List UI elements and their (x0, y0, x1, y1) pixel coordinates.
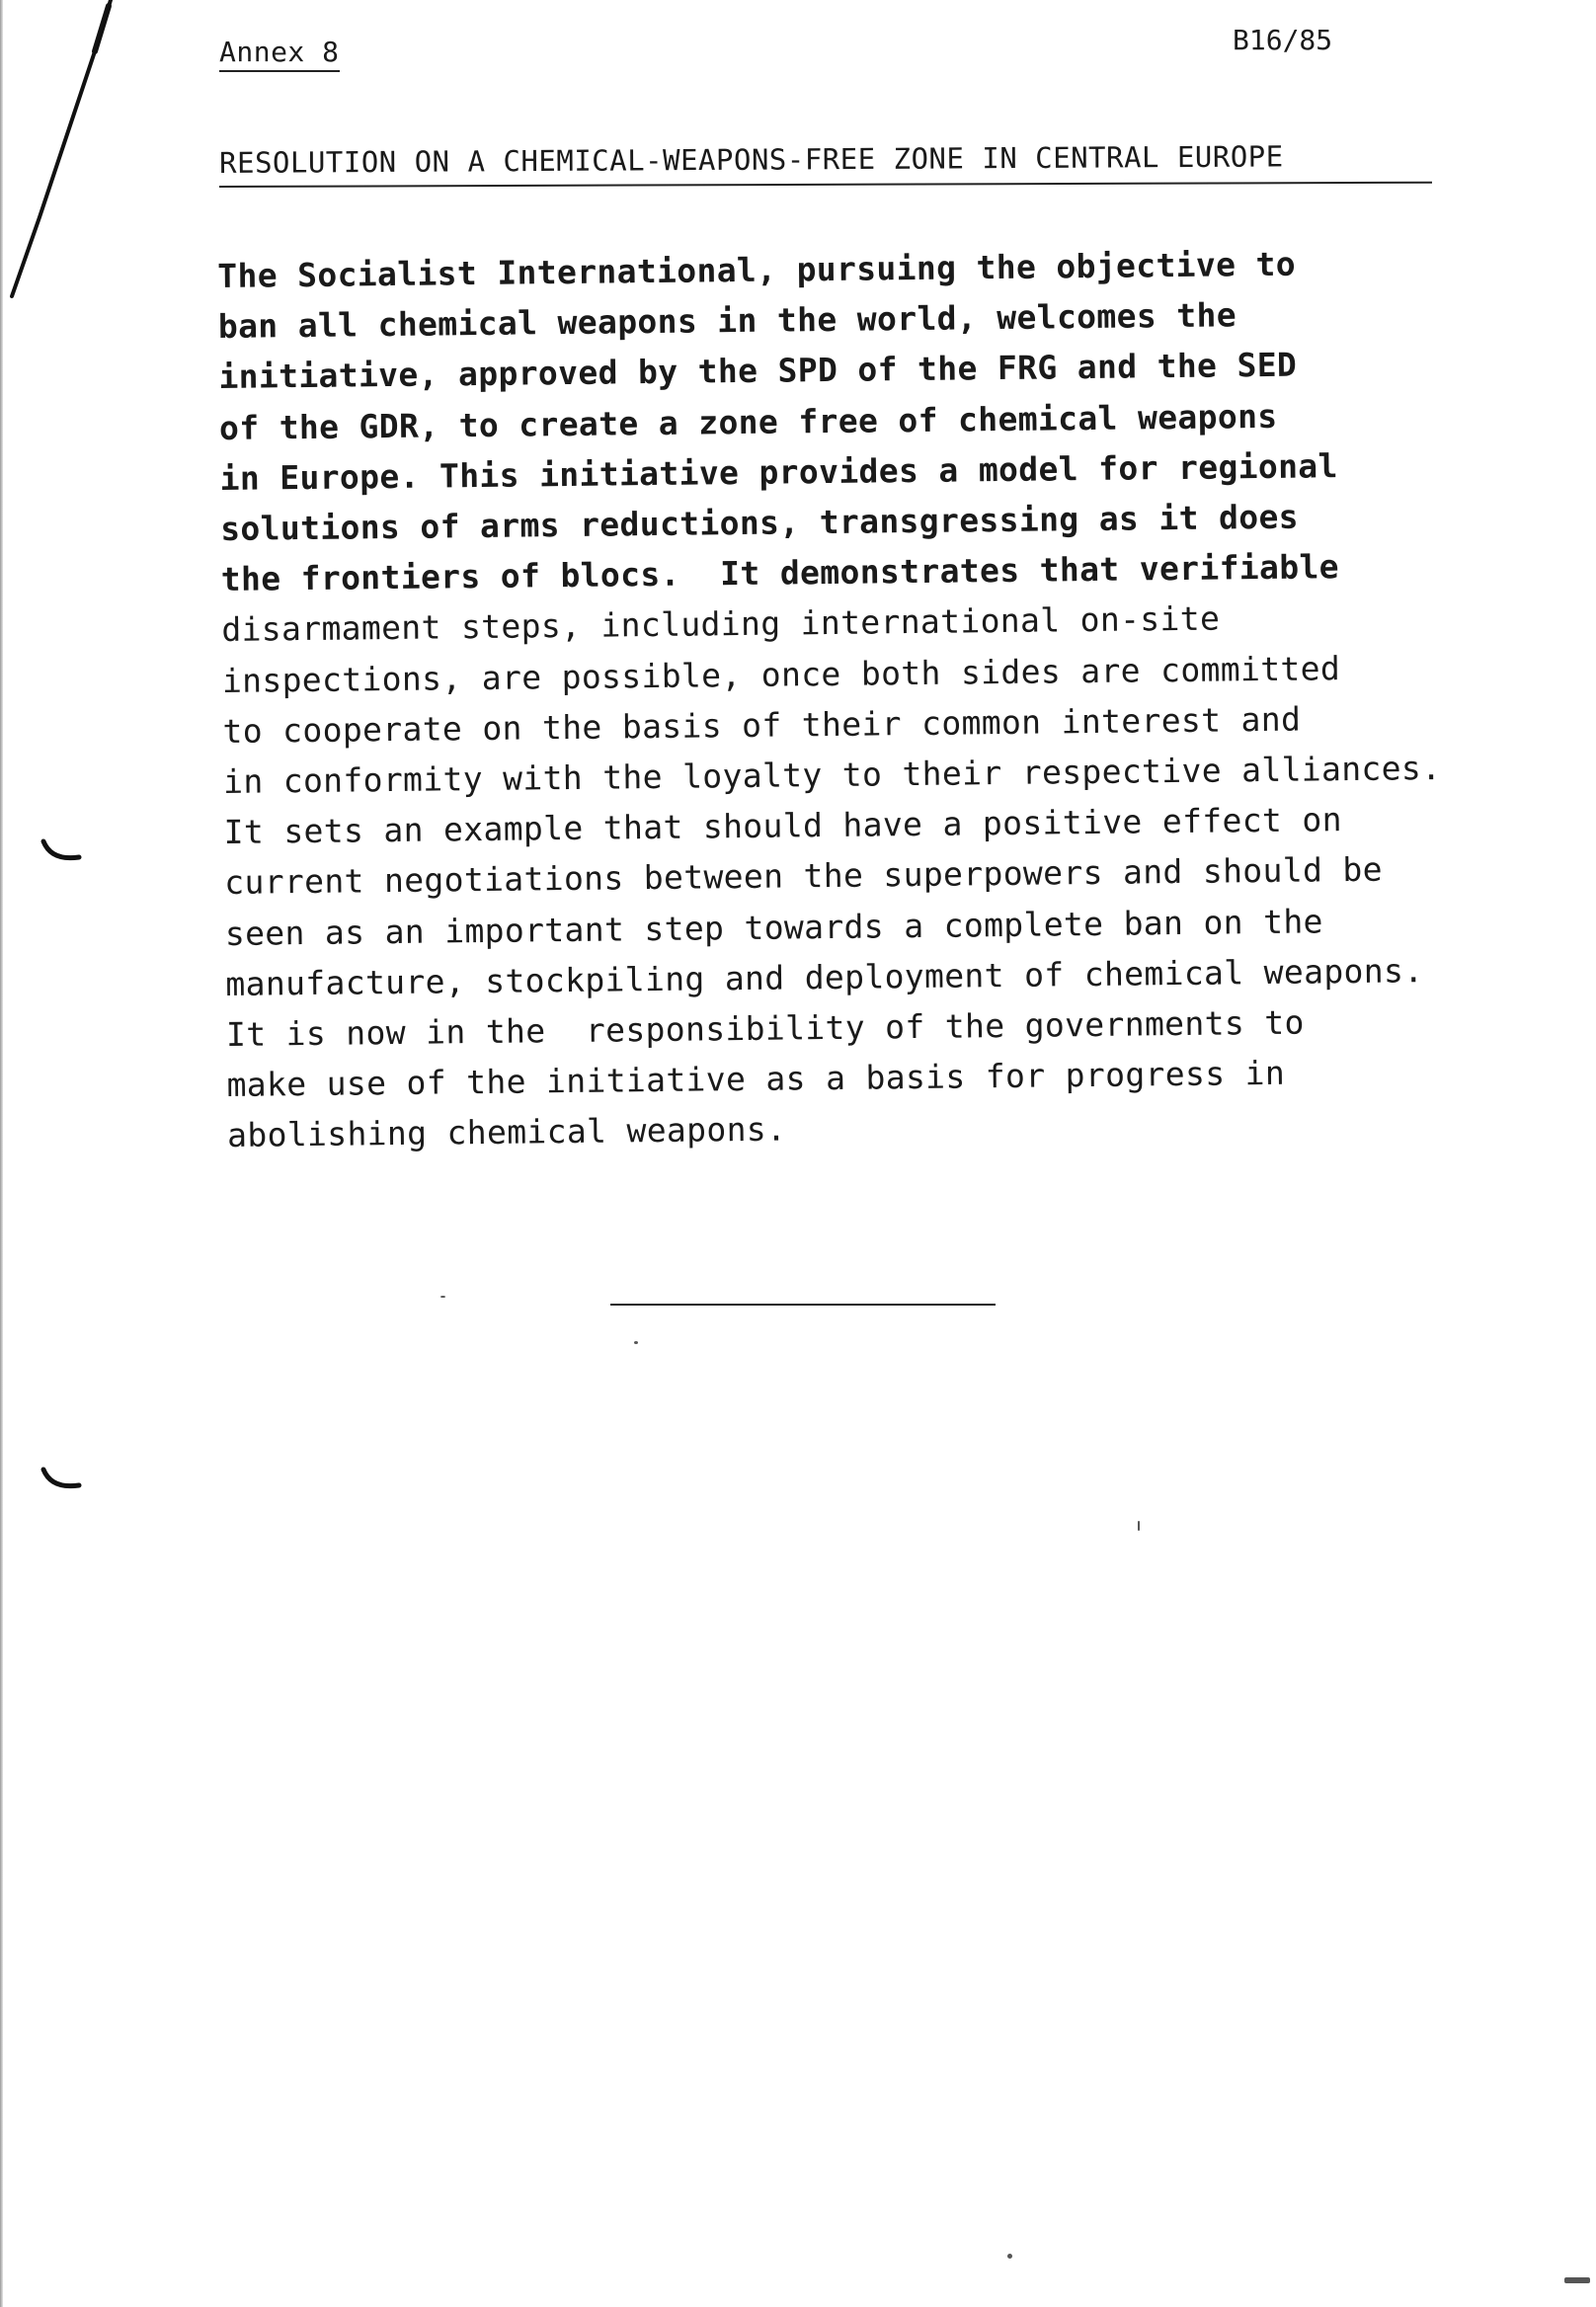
body-line: disarmament steps, including international on-site (221, 598, 1221, 650)
body-line: the frontiers of blocs. It demonstrates that verifiable (220, 547, 1340, 599)
body-line: current negotiations between the superpowers and should be (224, 850, 1384, 903)
resolution-body (217, 236, 1531, 1161)
body-line: It is now in the responsibility of the governments to (225, 1002, 1305, 1054)
scan-speck (1007, 2254, 1012, 2259)
title-underline (219, 182, 1432, 188)
body-line: solutions of arms reductions, transgressing as it does (219, 497, 1300, 548)
punch-hole-mark (40, 1466, 83, 1493)
body-line: manufacture, stockpiling and deployment of chemical weapons. (225, 951, 1424, 1003)
body-line: in conformity with the loyalty to their respective alliances. (222, 749, 1442, 801)
body-line: to cooperate on the basis of their common interest and (222, 699, 1302, 751)
margin-slash-mark (0, 0, 138, 316)
body-line: make use of the initiative as a basis for progress in (226, 1054, 1286, 1105)
body-line: of the GDR, to create a zone free of chemical weapons (218, 396, 1278, 447)
body-line: It sets an example that should have a positive effect on (223, 800, 1343, 852)
document-title: RESOLUTION ON A CHEMICAL-WEAPONS-FREE ZONE IN CENTRAL EUROPE (219, 139, 1284, 180)
document-reference: B16/85 (1233, 24, 1333, 56)
body-line: seen as an important step towards a complete ban on the (224, 901, 1323, 953)
body-line: abolishing chemical weapons. (226, 1109, 787, 1155)
body-line: ban all chemical weapons in the world, welcomes the (217, 295, 1237, 347)
body-line: The Socialist International, pursuing the objective to (217, 244, 1297, 295)
body-line: inspections, are possible, once both sides are committed (221, 648, 1341, 700)
scan-speck (1564, 2277, 1590, 2283)
annex-label: Annex 8 (219, 36, 340, 72)
scan-speck (634, 1341, 638, 1344)
scan-speck (440, 1296, 445, 1298)
body-line: in Europe. This initiative provides a model for regional (219, 445, 1338, 498)
scan-speck (1138, 1521, 1140, 1531)
body-line: initiative, approved by the SPD of the FRG and the SED (218, 346, 1298, 397)
end-rule (610, 1304, 996, 1306)
punch-hole-mark (40, 837, 83, 865)
scan-edge (0, 0, 3, 2307)
